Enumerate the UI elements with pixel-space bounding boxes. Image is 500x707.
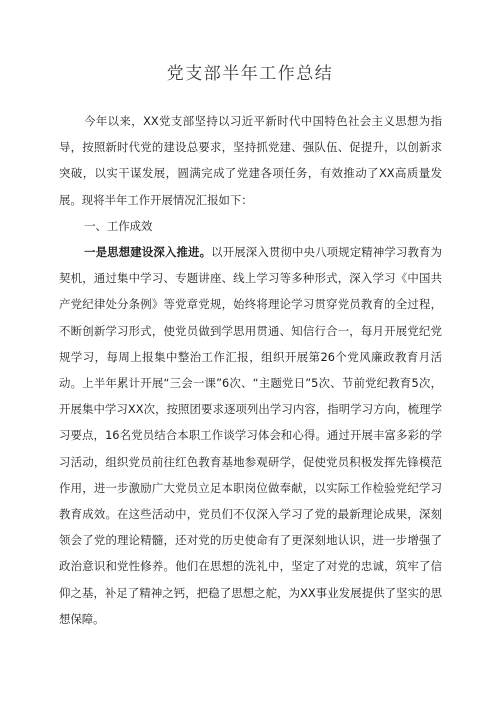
section-heading: 一、工作成效: [84, 218, 153, 233]
paragraph-thought-building: [59, 239, 442, 632]
intro-paragraph: 今年以来，XX党支部坚持以习近平新时代中国特色社会主义思想为指导，按照新时代党的建设总要求，坚持抓党建、强队伍、促提升，以创新求突破，以实干谋发展，圆满完成了党建各项任务，有效推动了XX高质量发展。现将半年工作开展情况汇报如下：: [59, 114, 442, 207]
page-title: 党支部半年工作总结: [166, 64, 334, 84]
paragraph-body: 以开展深入贯彻中央八项规定精神学习教育为契机，通过集中学习、专题讲座、线上学习等多种形式，深入学习《中国共产党纪律处分条例》等党章党规，始终将理论学习贯穿党员教育的全过程，不断创新学习形式，使党员做到学思用贯通、知信行合一，每月开展党纪党规学习，每周上报集中整治工作汇报，组织开展第26个党风廉政教育月活动。上半年累计开展“三会一课”6次、“主题党日”5次、节前党纪教育5次，开展集中学习XX次，按照团要求逐项列出学习内容，指明学习方向，梳理学习要点，16名党员结合本职工作谈学习体会和心得。通过开展丰富多彩的学习活动，组织党员前往红色教育基地参观研学，促使党员积极发挥先锋模范作用，进一步激励广大党员立足本职岗位做奉献，以实际工作检验党纪学习教育成效。在这些活动中，党员们不仅深入学习了党的最新理论成果，深刻领会了党的理论精髓，还对党的历史使命有了更深刻地认识，进一步增强了政治意识和党性修养。他们在思想的洗礼中，坚定了对党的忠诚，筑牢了信仰之基，补足了精神之钙，把稳了思想之舵，为XX事业发展提供了坚实的思想保障。: [59, 245, 442, 626]
document-body: [59, 108, 442, 632]
paragraph-lead: 一是思想建设深入推进。: [84, 245, 212, 260]
